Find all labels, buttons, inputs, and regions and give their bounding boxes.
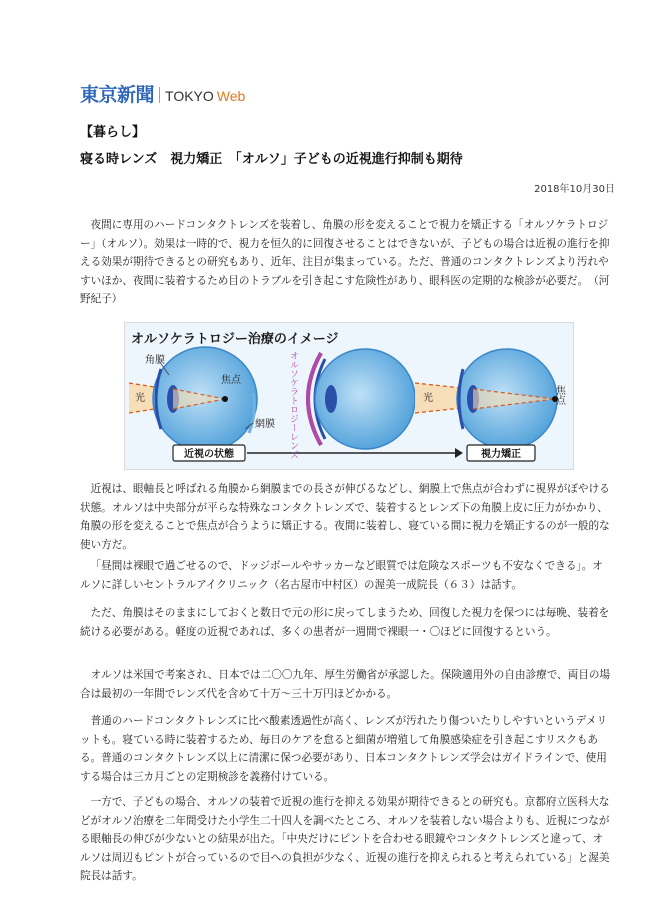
eye-with-lens <box>308 349 415 449</box>
article-date: 2018年10月30日 <box>534 184 615 195</box>
box-myopia-label: 近視の状態 <box>184 449 234 460</box>
box-corrected-label: 視力矯正 <box>481 449 521 460</box>
logo-japanese: 東京新聞 <box>80 84 155 106</box>
article-paragraph: 「昼間は裸眼で過ごせるので、ドッジボールやサッカーなど眼質では危険なスポーツも不安なくできる」。オルソに詳しいセントラルアイクリニック（名古屋市中村区）の渥美一成院長（６３）は話す。 <box>80 560 603 591</box>
label-focus-left: 焦点 <box>221 375 241 386</box>
article-paragraph: オルソは米国で考案され、日本では二〇〇九年、厚生労働省が承認した。保険適用外の自由診療で、両目の場合は最初の一年間でレンズ代を含めて十万～三十万円ほどかかる。 <box>80 669 611 700</box>
label-cornea-text: 角膜 <box>145 355 165 366</box>
article-paragraph: ただ、角膜はそのままにしておくと数日で元の形に戻ってしまうため、回復した視力を保つには毎晩、装着を続ける必要がある。軽度の近視であれば、多くの患者が一週間で裸眼一・〇ほどに回復するという。 <box>80 607 610 638</box>
label-light-right: 光 <box>423 393 433 404</box>
site-logo[interactable] <box>80 80 245 106</box>
article-title: 寝る時レンズ 視力矯正 「オルソ」子どもの近視進行抑制も期待 <box>80 152 463 167</box>
ortho-k-illustration <box>124 322 574 470</box>
label-cornea <box>145 353 165 366</box>
article-category: 【暮らし】 <box>80 125 146 140</box>
article-paragraph: 一方で、子どもの場合、オルソの装着で近視の進行を抑える効果が期待できるとの研究も。京都府立医科大などがオルソ治療を二年間受けた小学生二十四人を調べたところ、オルソを装着しない場合よりも、近視につながる眼軸長の伸びが少ないとの結果が出た。「中央だけにピントを合わせる眼鏡やコンタクトレンズと違って、オルソは周辺もピントが合っているので目への負担が少なく、近視の進行を抑えられると考えられている」と渥美院長は話す。 <box>80 796 610 883</box>
label-lens: オルソケラトロジーレンズ <box>288 351 298 459</box>
article-paragraph: 普通のハードコンタクトレンズに比べ酸素透過性が高く、レンズが汚れたり傷ついたりしやすいというデメリットも。寝ている時に装着するため、毎日のケアを怠ると細菌が増殖して角膜感染症を引き起こすリスクもある。普通のコンタクトレンズ以上に清潔に保つ必要があり、日本コンタクトレンズ学会はガイドラインで、使用する場合は三カ月ごとの定期検診を義務付けている。 <box>80 715 608 783</box>
article-lead: 夜間に専用のハードコンタクトレンズを装着し、角膜の形を変えることで視力を矯正する「オルソケラトロジー」（オルソ）。効果は一時的で、視力を恒久的に回復させることはできないが、子どもの場合は近視の進行を抑える効果が期待できるとの研究もあり、近年、注目が集まっている。ただ、普通のコンタクトレンズより汚れやすいほか、夜間に装着するため目のトラブルを引き起こす危険性があり、眼科医の定期的な検診が必要だ。 （河野紀子） <box>80 219 610 306</box>
logo-english: TOKYO <box>165 88 214 104</box>
logo-divider <box>159 87 160 103</box>
eye-corrected <box>415 349 558 449</box>
illustration-svg <box>125 323 573 469</box>
label-focus-right: 焦点 <box>553 385 565 405</box>
figure-title: オルソケラトロジー治療のイメージ <box>131 332 339 347</box>
label-light-left: 光 <box>135 393 145 404</box>
logo-web: Web <box>216 88 246 104</box>
article-paragraph: 近視は、眼軸長と呼ばれる角膜から網膜までの長さが伸びるなどし、網膜上で焦点が合わずに視界がぼやける状態。オルソは中央部分が平らな特殊なコンタクトレンズで、装着するとレンズ下の角膜上皮に圧力がかかり、角膜の形を変えることで焦点が合うように矯正する。夜間に装着し、寝ている間に視力を矯正するのが一般的な使い方だ。 <box>80 483 610 551</box>
label-retina: 網膜 <box>255 419 275 430</box>
